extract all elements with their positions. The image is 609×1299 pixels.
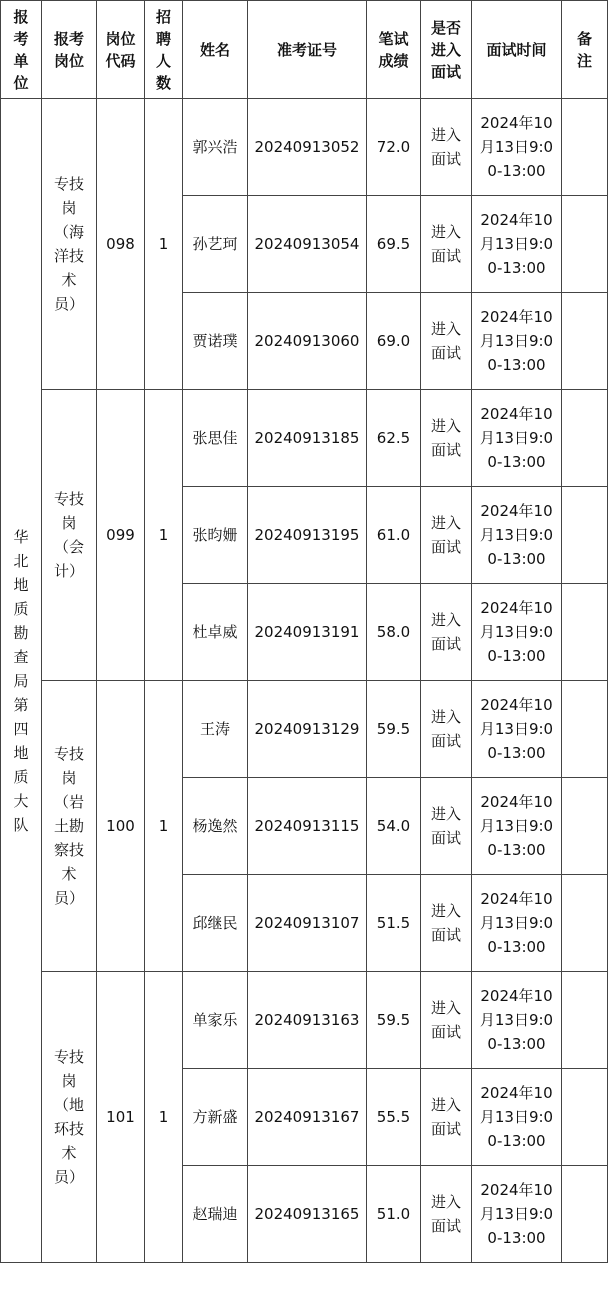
count-cell: [145, 972, 183, 1263]
position-cell: [42, 99, 97, 390]
ticket-cell: [248, 487, 367, 584]
header-note: 备注: [562, 1, 608, 99]
score-cell-text: 69.5: [376, 235, 411, 253]
time-cell-text: 2024年10月13日9:00-13:00: [479, 890, 554, 956]
score-cell-text: 61.0: [376, 526, 411, 544]
time-cell-text: 2024年10月13日9:00-13:00: [479, 987, 554, 1053]
name-cell: [183, 196, 248, 293]
name-cell: [183, 681, 248, 778]
code-cell: [97, 972, 145, 1263]
count-cell-text: 1: [158, 526, 169, 544]
header-count: 招聘人数: [145, 1, 183, 99]
status-cell: [421, 584, 472, 681]
status-cell: [421, 778, 472, 875]
time-cell-text: 2024年10月13日9:00-13:00: [479, 793, 554, 859]
status-cell-text: 进入面试: [430, 223, 461, 265]
note-cell: [562, 681, 608, 778]
name-cell: [183, 778, 248, 875]
ticket-cell-text: 20240913052: [254, 138, 360, 156]
header-status: 是否进入面试: [421, 1, 472, 99]
code-cell: [97, 681, 145, 972]
code-cell-text: 098: [106, 235, 135, 253]
count-cell-text: 1: [158, 235, 169, 253]
note-cell: [562, 390, 608, 487]
ticket-cell-text: 20240913167: [254, 1108, 360, 1126]
unit-cell: [1, 99, 42, 1263]
score-cell-text: 54.0: [376, 817, 411, 835]
unit-cell-text: 华北地质勘查局第四地质大队: [13, 527, 29, 834]
count-cell-text: 1: [158, 1108, 169, 1126]
count-cell: [145, 99, 183, 390]
score-cell-text: 59.5: [376, 720, 411, 738]
time-cell: [472, 778, 562, 875]
time-cell-text: 2024年10月13日9:00-13:00: [479, 405, 554, 471]
header-name: 姓名: [183, 1, 248, 99]
name-cell-text: 单家乐: [192, 1011, 238, 1029]
note-cell: [562, 487, 608, 584]
ticket-cell-text: 20240913195: [254, 526, 360, 544]
note-cell: [562, 1069, 608, 1166]
time-cell: [472, 487, 562, 584]
name-cell: [183, 1166, 248, 1263]
name-cell-text: 张昀姗: [192, 526, 238, 544]
name-cell: [183, 1069, 248, 1166]
code-cell-text: 099: [106, 526, 135, 544]
name-cell-text: 张思佳: [192, 429, 238, 447]
score-cell-text: 69.0: [376, 332, 411, 350]
score-cell: [367, 487, 421, 584]
name-cell: [183, 390, 248, 487]
note-cell: [562, 196, 608, 293]
status-cell-text: 进入面试: [430, 320, 461, 362]
status-cell-text: 进入面试: [430, 999, 461, 1041]
note-cell: [562, 875, 608, 972]
code-cell-text: 100: [106, 817, 135, 835]
position-cell-text: 专技岗（地环技术员）: [53, 1048, 84, 1186]
score-cell: [367, 293, 421, 390]
name-cell-text: 孙艺珂: [192, 235, 238, 253]
status-cell-text: 进入面试: [430, 805, 461, 847]
ticket-cell: [248, 972, 367, 1069]
time-cell-text: 2024年10月13日9:00-13:00: [479, 1084, 554, 1150]
header-score: 笔试成绩: [367, 1, 421, 99]
ticket-cell-text: 20240913107: [254, 914, 360, 932]
table-row: [1, 99, 608, 196]
ticket-cell-text: 20240913115: [254, 817, 360, 835]
position-cell-text: 专技岗（会计）: [53, 490, 84, 580]
name-cell: [183, 584, 248, 681]
note-cell: [562, 293, 608, 390]
status-cell: [421, 1069, 472, 1166]
score-cell-text: 55.5: [376, 1108, 411, 1126]
score-cell-text: 51.5: [376, 914, 411, 932]
header-position: 报考岗位: [42, 1, 97, 99]
status-cell: [421, 99, 472, 196]
name-cell-text: 方新盛: [192, 1108, 238, 1126]
name-cell: [183, 487, 248, 584]
status-cell: [421, 875, 472, 972]
name-cell: [183, 875, 248, 972]
header-time: 面试时间: [472, 1, 562, 99]
score-cell-text: 58.0: [376, 623, 411, 641]
ticket-cell-text: 20240913054: [254, 235, 360, 253]
score-cell: [367, 875, 421, 972]
status-cell-text: 进入面试: [430, 1096, 461, 1138]
time-cell-text: 2024年10月13日9:00-13:00: [479, 114, 554, 180]
score-cell: [367, 1069, 421, 1166]
note-cell: [562, 778, 608, 875]
status-cell-text: 进入面试: [430, 611, 461, 653]
position-cell: [42, 681, 97, 972]
position-cell: [42, 390, 97, 681]
status-cell: [421, 196, 472, 293]
header-unit: 报考单位: [1, 1, 42, 99]
table-row: [1, 390, 608, 487]
score-cell-text: 59.5: [376, 1011, 411, 1029]
name-cell-text: 贾诺璞: [192, 332, 238, 350]
status-cell: [421, 1166, 472, 1263]
code-cell: [97, 99, 145, 390]
status-cell-text: 进入面试: [430, 514, 461, 556]
score-cell: [367, 390, 421, 487]
score-cell-text: 62.5: [376, 429, 411, 447]
time-cell-text: 2024年10月13日9:00-13:00: [479, 599, 554, 665]
time-cell: [472, 972, 562, 1069]
note-cell: [562, 99, 608, 196]
time-cell-text: 2024年10月13日9:00-13:00: [479, 308, 554, 374]
status-cell: [421, 487, 472, 584]
table-body: [1, 99, 608, 1263]
status-cell-text: 进入面试: [430, 417, 461, 459]
time-cell-text: 2024年10月13日9:00-13:00: [479, 502, 554, 568]
time-cell: [472, 1069, 562, 1166]
time-cell-text: 2024年10月13日9:00-13:00: [479, 211, 554, 277]
name-cell-text: 郭兴浩: [192, 138, 238, 156]
note-cell: [562, 972, 608, 1069]
time-cell: [472, 293, 562, 390]
score-cell-text: 72.0: [376, 138, 411, 156]
status-cell-text: 进入面试: [430, 1193, 461, 1235]
status-cell: [421, 390, 472, 487]
name-cell: [183, 293, 248, 390]
score-cell: [367, 1166, 421, 1263]
ticket-cell: [248, 875, 367, 972]
header-row: [1, 1, 608, 99]
score-cell: [367, 196, 421, 293]
ticket-cell-text: 20240913165: [254, 1205, 360, 1223]
note-cell: [562, 1166, 608, 1263]
name-cell: [183, 972, 248, 1069]
ticket-cell: [248, 681, 367, 778]
time-cell: [472, 196, 562, 293]
status-cell-text: 进入面试: [430, 902, 461, 944]
score-cell-text: 51.0: [376, 1205, 411, 1223]
ticket-cell-text: 20240913163: [254, 1011, 360, 1029]
score-cell: [367, 972, 421, 1069]
ticket-cell: [248, 1166, 367, 1263]
name-cell-text: 杜卓威: [192, 623, 238, 641]
header-code: 岗位代码: [97, 1, 145, 99]
ticket-cell-text: 20240913191: [254, 623, 360, 641]
ticket-cell-text: 20240913060: [254, 332, 360, 350]
score-cell: [367, 584, 421, 681]
status-cell: [421, 681, 472, 778]
time-cell: [472, 875, 562, 972]
ticket-cell-text: 20240913129: [254, 720, 360, 738]
time-cell: [472, 1166, 562, 1263]
status-cell-text: 进入面试: [430, 708, 461, 750]
score-cell: [367, 778, 421, 875]
table-row: [1, 972, 608, 1069]
count-cell: [145, 681, 183, 972]
count-cell: [145, 390, 183, 681]
status-cell: [421, 293, 472, 390]
position-cell-text: 专技岗（海洋技术员）: [53, 175, 84, 313]
score-cell: [367, 99, 421, 196]
table-row: [1, 681, 608, 778]
header-ticket: 准考证号: [248, 1, 367, 99]
ticket-cell: [248, 196, 367, 293]
ticket-cell: [248, 584, 367, 681]
time-cell: [472, 584, 562, 681]
time-cell: [472, 99, 562, 196]
count-cell-text: 1: [158, 817, 169, 835]
time-cell-text: 2024年10月13日9:00-13:00: [479, 696, 554, 762]
name-cell: [183, 99, 248, 196]
ticket-cell-text: 20240913185: [254, 429, 360, 447]
status-cell-text: 进入面试: [430, 126, 461, 168]
name-cell-text: 赵瑞迪: [192, 1205, 238, 1223]
ticket-cell: [248, 1069, 367, 1166]
score-cell: [367, 681, 421, 778]
position-cell: [42, 972, 97, 1263]
position-cell-text: 专技岗（岩土勘察技术员）: [53, 745, 84, 907]
time-cell: [472, 390, 562, 487]
time-cell: [472, 681, 562, 778]
status-cell: [421, 972, 472, 1069]
name-cell-text: 王涛: [199, 720, 230, 738]
ticket-cell: [248, 778, 367, 875]
ticket-cell: [248, 390, 367, 487]
code-cell: [97, 390, 145, 681]
name-cell-text: 杨逸然: [192, 817, 238, 835]
name-cell-text: 邱继民: [192, 914, 238, 932]
note-cell: [562, 584, 608, 681]
code-cell-text: 101: [106, 1108, 135, 1126]
ticket-cell: [248, 293, 367, 390]
time-cell-text: 2024年10月13日9:00-13:00: [479, 1181, 554, 1247]
ticket-cell: [248, 99, 367, 196]
